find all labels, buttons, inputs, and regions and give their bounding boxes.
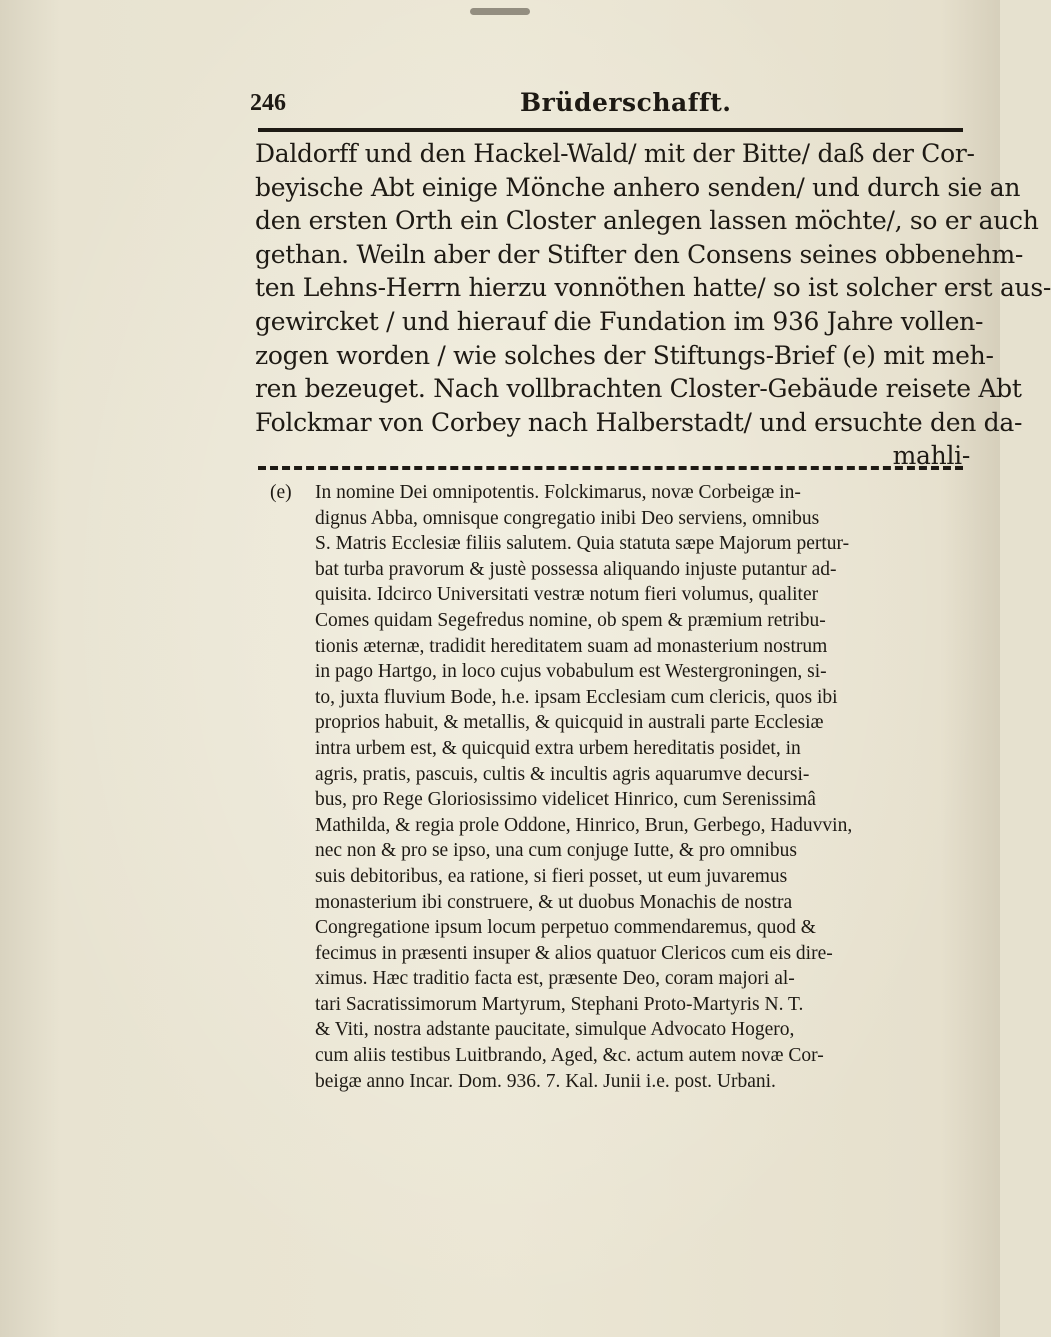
- footnote-line: intra urbem est, & quicquid extra urbem hereditatis posidet, in: [315, 737, 801, 759]
- footnote-line: cum aliis testibus Luitbrando, Aged, &c. actum autem novæ Cor-: [315, 1045, 824, 1067]
- footnote-line: In nomine Dei omnipotentis. Folckimarus, novæ Corbeigæ in-: [315, 482, 801, 503]
- footnote-line: S. Matris Ecclesiæ filiis salutem. Quia statuta sæpe Majorum pertur-: [315, 533, 850, 555]
- ink-smudge: [470, 8, 530, 15]
- footnote-line: Congregatione ipsum locum perpetuo commendaremus, quod &: [315, 917, 816, 939]
- footnote-line: ximus. Hæc traditio facta est, præsente Deo, coram majori al-: [315, 968, 795, 990]
- footnote-line: dignus Abba, omnisque congregatio inibi Deo serviens, omnibus: [315, 507, 820, 529]
- footnote-line: bus, pro Rege Gloriosissimo videlicet Hinrico, cum Serenissimâ: [315, 789, 816, 811]
- main-text-line: ten Lehns-Herrn hierzu vonnöthen hatte/ so ist solcher erst aus-: [255, 273, 1051, 303]
- footnote-line: agris, pratis, pascuis, cultis & incultis agris aquarumve decursi-: [315, 763, 810, 785]
- footnote-line: in pago Hartgo, in loco cujus vobabulum est Westergroningen, si-: [315, 661, 827, 683]
- main-text-line: gethan. Weiln aber der Stifter den Consens seines obbenehm-: [255, 239, 1024, 269]
- footnote-line: & Viti, nostra adstante paucitate, simulque Advocato Hogero,: [315, 1019, 795, 1041]
- footnote-line: proprios habuit, & metallis, & quicquid in australi parte Ecclesiæ: [315, 712, 824, 734]
- footnote-line: bat turba pravorum & justè possessa aliquando injuste putantur ad-: [315, 558, 837, 580]
- main-text-line: gewircket / und hierauf die Fundation im 936 Jahre vollen-: [255, 306, 984, 336]
- footnote-line: fecimus in præsenti insuper & alios quatuor Clericos cum eis dire-: [315, 942, 833, 964]
- footnote-separator-rule: [258, 466, 963, 470]
- footnote-line: beigæ anno Incar. Dom. 936. 7. Kal. Junii i.e. post. Urbani.: [315, 1070, 776, 1092]
- page-number: 246: [250, 90, 286, 116]
- footnote-block: [270, 480, 970, 1094]
- main-text-line: Folckmar von Corbey nach Halberstadt/ und ersuchte den da-: [255, 407, 1023, 437]
- header-rule: [258, 128, 963, 132]
- footnote-line: tari Sacratissimorum Martyrum, Stephani Proto-Martyris N. T.: [315, 993, 804, 1015]
- running-head: Brüderschafft.: [520, 88, 732, 117]
- footnote-line: Mathilda, & regia prole Oddone, Hinrico, Brun, Gerbego, Haduvvin,: [315, 814, 853, 836]
- footnote-marker: (e): [270, 482, 292, 503]
- main-text-block: [255, 137, 1051, 473]
- main-text-line: ren bezeuget. Nach vollbrachten Closter-Gebäude reisete Abt: [255, 374, 1022, 404]
- main-text-line: den ersten Orth ein Closter anlegen lassen möchte/, so er auch: [255, 206, 1039, 236]
- catchword: mahli-: [892, 441, 970, 471]
- main-text-line: Daldorff und den Hackel-Wald/ mit der Bitte/ daß der Cor-: [255, 139, 975, 168]
- footnote-line: Comes quidam Segefredus nomine, ob spem & præmium retribu-: [315, 609, 826, 631]
- footnote-line: to, juxta fluvium Bode, h.e. ipsam Ecclesiam cum clericis, quos ibi: [315, 686, 838, 708]
- page-header: [250, 86, 960, 126]
- footnote-line: tionis æternæ, tradidit hereditatem suam ad monasterium nostrum: [315, 635, 828, 657]
- footnote-line: monasterium ibi construere, & ut duobus Monachis de nostra: [315, 891, 793, 913]
- main-text-line: beyische Abt einige Mönche anhero senden/ und durch sie an: [255, 172, 1021, 202]
- footnote-line: quisita. Idcirco Universitati vestræ notum fieri volumus, qualiter: [315, 584, 819, 606]
- footnote-line: nec non & pro se ipso, una cum conjuge Iutte, & pro omnibus: [315, 840, 797, 862]
- footnote-line: suis debitoribus, ea ratione, si fieri posset, ut eum juvaremus: [315, 865, 788, 887]
- main-text-line: zogen worden / wie solches der Stiftungs-Brief (e) mit meh-: [255, 340, 994, 370]
